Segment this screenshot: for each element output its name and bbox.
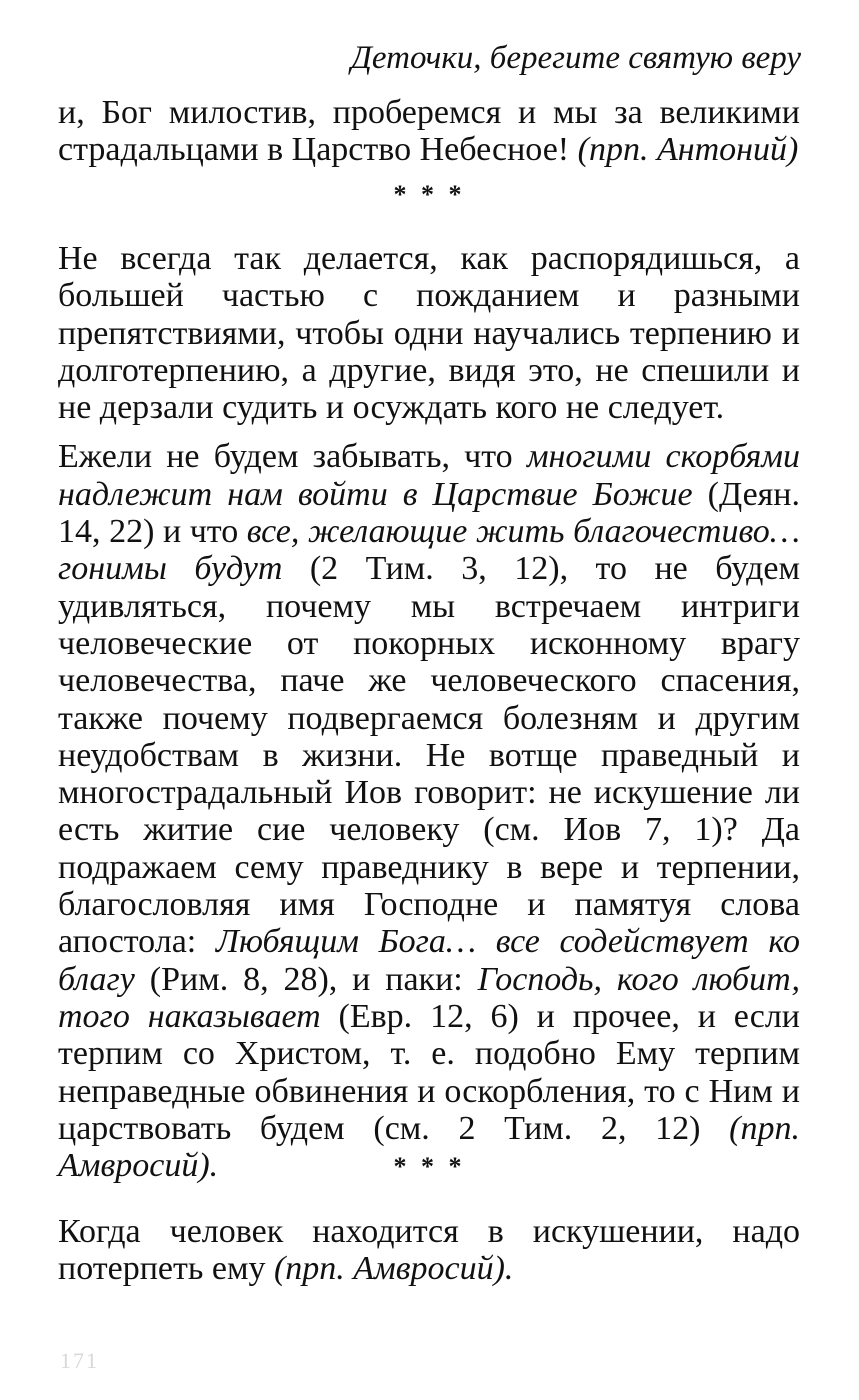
paragraph-2	[58, 438, 800, 1184]
italic-text-segment: (прп. Амвросий).	[58, 1109, 800, 1185]
text-block-3	[58, 1213, 800, 1288]
italic-text-segment: Господь, кого любит, того наказывает	[58, 960, 801, 1035]
page-number: 171	[60, 1348, 99, 1373]
italic-text-segment: многими скорбями надлежит нам войти в Царствие Божие	[58, 438, 800, 513]
text-segment: Не всегда так делается, как распорядишься, а большей частью с пожданием и разными препятствиями, чтобы одни научались терпению и долготерпению, а другие, видя это, не спешили и не дерзали судить и осуждать кого не следует.	[58, 240, 800, 427]
text-block-2	[58, 240, 800, 1184]
paragraph-1	[58, 240, 800, 426]
running-head: Деточки, берегите святую веру	[350, 40, 801, 76]
italic-text-segment: все, желающие жить благочестиво… гонимы будут	[58, 513, 801, 588]
italic-text-segment: (прп. Амвросий).	[273, 1250, 514, 1288]
text-segment: Ежели не будем забывать, что	[58, 438, 527, 476]
text-block-1	[58, 94, 800, 169]
text-segment: Когда человек находится в искушении, надо потерпеть ему	[58, 1213, 800, 1288]
text-segment: (Деян. 14, 22) и что	[58, 475, 801, 551]
section-separator-1: * * *	[393, 180, 466, 209]
section-separator-2: * * *	[393, 1152, 466, 1181]
italic-text-segment: Любящим Бога… все содействует ко благу	[58, 923, 800, 998]
text-segment: (2 Тим. 3, 12), то не будем удивляться, почему мы встречаем интриги человеческие от покорных исконному врагу человечества, паче же человеческого спасения, также почему подвергаемся болезням и другим неудобствам в жизни. Не вотще праведный и многострадальный Иов говорит: не искушение ли есть житие сие человеку (см. Иов 7, 1)? Да подражаем сему праведнику в вере и терпении, благословляя имя Господне и памятуя слова апостола:	[58, 550, 800, 961]
paragraph-continuation	[58, 94, 800, 169]
italic-text-segment: (прп. Антоний)	[577, 131, 799, 169]
paragraph-3	[58, 1213, 800, 1288]
text-segment: (Рим. 8, 28), и паки:	[134, 960, 478, 998]
text-segment: и, Бог милостив, проберемся и мы за великими страдальцами в Царство Небесное!	[58, 94, 800, 169]
text-segment: (Евр. 12, 6) и прочее, и если терпим со Христом, т. е. подобно Ему терпим неправедные обвинения и оскорбления, то с Ним и царствовать будем (см. 2 Тим. 2, 12)	[58, 997, 800, 1147]
